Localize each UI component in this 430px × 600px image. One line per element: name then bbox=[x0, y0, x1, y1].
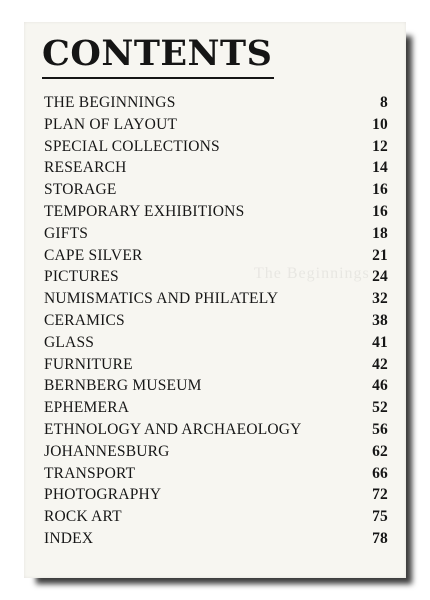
toc-entry-page: 75 bbox=[372, 508, 388, 526]
toc-entry-page: 21 bbox=[372, 246, 388, 264]
toc-entry-page: 78 bbox=[372, 529, 388, 547]
toc-entry bbox=[44, 506, 388, 528]
toc-entry-page: 52 bbox=[372, 399, 388, 417]
toc-entry bbox=[44, 201, 388, 223]
toc-entry bbox=[44, 419, 388, 441]
toc-entry bbox=[44, 463, 388, 485]
page-title: CONTENTS bbox=[42, 33, 273, 74]
toc-entry-title: INDEX bbox=[44, 529, 94, 547]
toc-entry-page: 16 bbox=[372, 202, 388, 220]
toc-entry-title: GLASS bbox=[44, 333, 95, 351]
toc-entry-title: CERAMICS bbox=[44, 311, 125, 329]
toc-entry-title: EPHEMERA bbox=[44, 399, 130, 417]
toc-entry-page: 62 bbox=[372, 442, 388, 460]
toc-entry bbox=[44, 223, 388, 245]
toc-entry-title: TEMPORARY EXHIBITIONS bbox=[44, 202, 245, 220]
toc-entry-title: RESEARCH bbox=[44, 159, 127, 177]
toc-entry-title: PLAN OF LAYOUT bbox=[44, 115, 178, 133]
toc-entry-title: PICTURES bbox=[44, 268, 119, 286]
toc-entry-page: 24 bbox=[372, 268, 388, 286]
toc-entry-title: BERNBERG MUSEUM bbox=[44, 377, 202, 395]
toc-entry bbox=[44, 484, 388, 506]
toc-entry-title: THE BEGINNINGS bbox=[44, 94, 176, 111]
toc-entry-page: 46 bbox=[372, 377, 388, 395]
toc-entry-page: 8 bbox=[380, 94, 388, 111]
toc-entry bbox=[44, 245, 388, 267]
toc-entry bbox=[44, 114, 388, 136]
toc-entry-page: 72 bbox=[372, 486, 388, 504]
toc-entry bbox=[44, 136, 388, 158]
toc-entry bbox=[44, 332, 388, 354]
toc-entry-page: 56 bbox=[372, 420, 388, 438]
toc-list bbox=[44, 92, 388, 550]
toc-entry-title: TRANSPORT bbox=[44, 464, 136, 482]
toc-entry-title: CAPE SILVER bbox=[44, 246, 143, 264]
toc-entry-title: PHOTOGRAPHY bbox=[44, 486, 162, 504]
toc-entry-page: 32 bbox=[372, 290, 388, 308]
toc-entry bbox=[44, 157, 388, 179]
toc-entry bbox=[44, 179, 388, 201]
toc-entry-title: ETHNOLOGY AND ARCHAEOLOGY bbox=[44, 420, 302, 438]
toc-entry bbox=[44, 266, 388, 288]
toc-entry-title: NUMISMATICS AND PHILATELY bbox=[44, 290, 279, 308]
toc-entry bbox=[44, 441, 388, 463]
toc-entry-page: 16 bbox=[372, 181, 388, 199]
toc-entry-page: 14 bbox=[372, 159, 388, 177]
title-underline bbox=[42, 77, 274, 79]
toc-entry-page: 18 bbox=[372, 224, 388, 242]
toc-entry bbox=[44, 92, 388, 114]
toc-entry-page: 42 bbox=[372, 355, 388, 373]
toc-entry-title: SPECIAL COLLECTIONS bbox=[44, 137, 220, 155]
toc-entry-title: GIFTS bbox=[44, 224, 89, 242]
toc-entry bbox=[44, 375, 388, 397]
toc-entry bbox=[44, 397, 388, 419]
toc-entry-title: FURNITURE bbox=[44, 355, 133, 373]
show-through-text: The Beginnings bbox=[254, 265, 370, 282]
contents-page bbox=[24, 22, 406, 578]
toc-entry-page: 38 bbox=[372, 311, 388, 329]
toc-entry bbox=[44, 354, 388, 376]
toc-entry-page: 12 bbox=[372, 137, 388, 155]
toc-entry-title: STORAGE bbox=[44, 181, 117, 199]
toc-entry-page: 66 bbox=[372, 464, 388, 482]
toc-entry bbox=[44, 288, 388, 310]
toc-entry-page: 10 bbox=[372, 115, 388, 133]
toc-entry bbox=[44, 310, 388, 332]
toc-entry bbox=[44, 528, 388, 550]
toc-entry-title: ROCK ART bbox=[44, 508, 122, 526]
toc-entry-title: JOHANNESBURG bbox=[44, 442, 170, 460]
toc-entry-page: 41 bbox=[372, 333, 388, 351]
